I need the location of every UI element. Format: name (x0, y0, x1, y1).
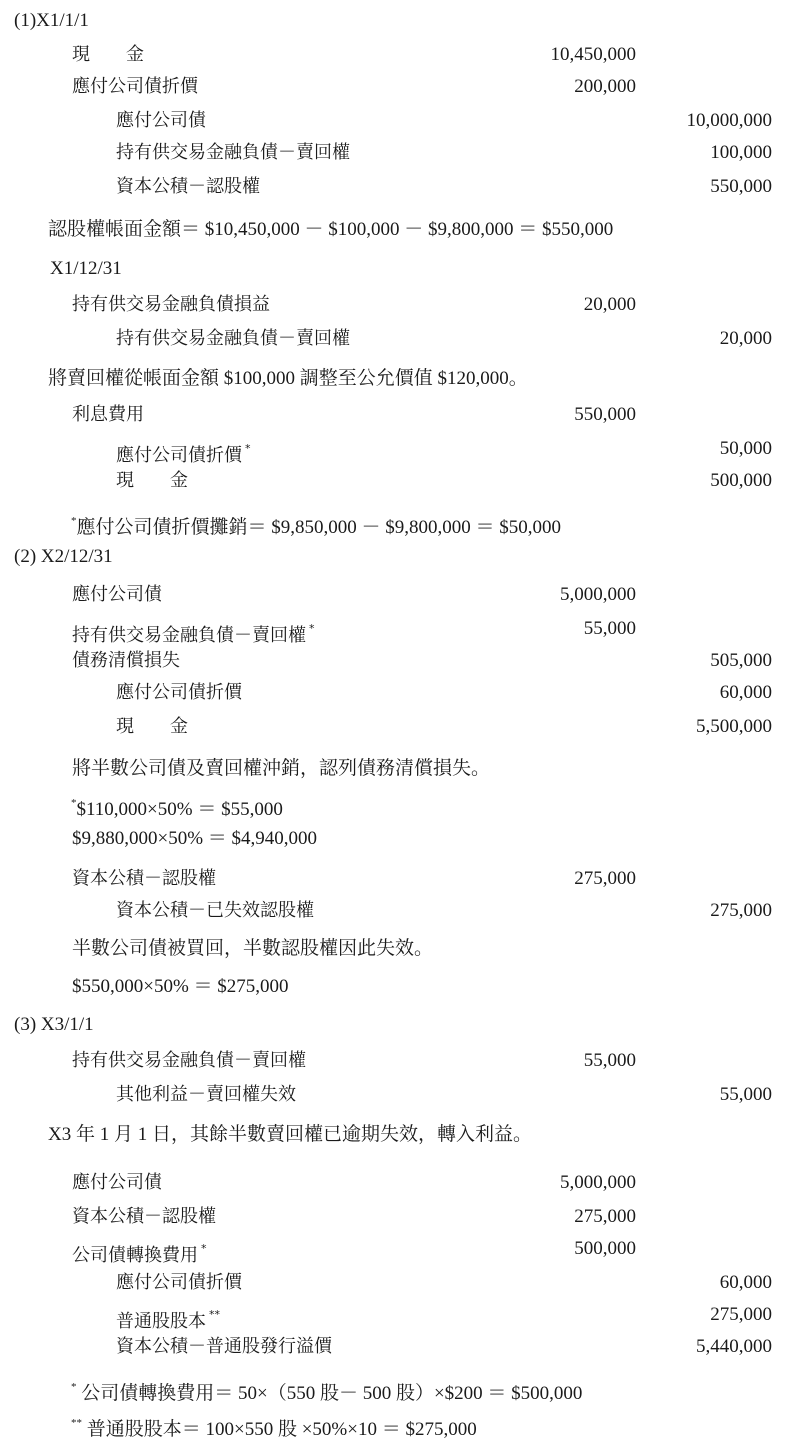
footnote-mark: ** (71, 1417, 82, 1429)
account-capital-surplus-warrants: 資本公積－認股權 (72, 1206, 216, 1227)
account-capital-surplus-warrants: 資本公積－認股權 (72, 868, 216, 889)
credit-amount: 5,440,000 (696, 1336, 772, 1357)
footnote-mark: * (309, 622, 315, 635)
credit-amount: 20,000 (719, 328, 772, 349)
account-bonds-payable: 應付公司債 (72, 1172, 162, 1193)
account-loss-on-extinguishment: 債務清償損失 (72, 650, 180, 671)
debit-amount: 200,000 (574, 76, 636, 97)
footnote-discount-amortization: *應付公司債折價攤銷＝ $9,850,000 － $9,800,000 ＝ $50,000 (71, 515, 562, 538)
footnote-conversion-expense: * 公司債轉換費用＝ 50×（550 股－ 500 股）×$200 ＝ $500,000 (71, 1381, 583, 1404)
note-warrant-carrying-amount: 認股權帳面金額＝ $10,450,000 － $100,000 － $9,800,000 ＝ $550,000 (48, 219, 614, 240)
account-put-option-liability: 持有供交易金融負債－賣回權 (116, 328, 350, 349)
account-conversion-expense: 公司債轉換費用 * (72, 1242, 207, 1266)
footnote-mark: * (201, 1242, 207, 1255)
footnote-common-stock: ** 普通股股本＝ 100×550 股 ×50%×10 ＝ $275,000 (71, 1417, 477, 1440)
note-warrants-expired: 半數公司債被買回，半數認股權因此失效。 (72, 938, 434, 959)
credit-amount: 50,000 (719, 438, 772, 459)
footnote-mark: * (71, 515, 77, 527)
footnote-put-half: *$110,000×50% ＝ $55,000 (71, 797, 283, 820)
credit-amount: 55,000 (719, 1084, 772, 1105)
account-common-stock: 普通股股本 ** (116, 1308, 220, 1332)
note-put-expired: X3 年 1 月 1 日，其餘半數賣回權已逾期失效，轉入利益。 (48, 1124, 532, 1145)
footnote-mark: * (71, 1381, 77, 1393)
debit-amount: 5,000,000 (560, 584, 636, 605)
account-put-option-liability: 持有供交易金融負債－賣回權 (116, 142, 350, 163)
account-bond-discount: 應付公司債折價 (72, 76, 198, 97)
credit-amount: 10,000,000 (686, 110, 772, 131)
debit-amount: 275,000 (574, 868, 636, 889)
account-other-gain-put-expired: 其他利益－賣回權失效 (116, 1084, 296, 1105)
note-write-off: 將半數公司債及賣回權沖銷，認列債務清償損失。 (72, 758, 491, 779)
credit-amount: 500,000 (710, 470, 772, 491)
note-warrant-half: $550,000×50% ＝ $275,000 (72, 976, 289, 997)
account-interest-expense: 利息費用 (72, 404, 144, 425)
account-bonds-payable: 應付公司債 (72, 584, 162, 605)
credit-amount: 275,000 (710, 900, 772, 921)
credit-amount: 60,000 (719, 1272, 772, 1293)
credit-amount: 275,000 (710, 1304, 772, 1325)
account-fvtpl-gain-loss: 持有供交易金融負債損益 (72, 294, 270, 315)
account-bond-discount: 應付公司債折價 (116, 1272, 242, 1293)
note-fair-value-adjustment: 將賣回權從帳面金額 $100,000 調整至公允價值 $120,000。 (48, 368, 528, 389)
debit-amount: 10,450,000 (550, 44, 636, 65)
date-header: X1/12/31 (50, 258, 122, 279)
debit-amount: 20,000 (583, 294, 636, 315)
section-3-header: (3) X3/1/1 (14, 1014, 94, 1035)
credit-amount: 5,500,000 (696, 716, 772, 737)
account-cash: 現 金 (116, 470, 188, 491)
footnote-mark: * (71, 797, 77, 809)
account-cash: 現 金 (116, 716, 188, 737)
account-capital-surplus-expired-warrants: 資本公積－已失效認股權 (116, 900, 314, 921)
account-bond-discount: 應付公司債折價 * (116, 442, 251, 466)
account-cash: 現 金 (72, 44, 144, 65)
note-carrying-half: $9,880,000×50% ＝ $4,940,000 (72, 828, 318, 849)
debit-amount: 275,000 (574, 1206, 636, 1227)
section-1-header: (1)X1/1/1 (14, 10, 89, 31)
footnote-mark: ** (209, 1308, 220, 1321)
debit-amount: 550,000 (574, 404, 636, 425)
credit-amount: 550,000 (710, 176, 772, 197)
debit-amount: 5,000,000 (560, 1172, 636, 1193)
account-capital-surplus-warrants: 資本公積－認股權 (116, 176, 260, 197)
account-bond-discount: 應付公司債折價 (116, 682, 242, 703)
credit-amount: 60,000 (719, 682, 772, 703)
account-share-premium: 資本公積－普通股發行溢價 (116, 1336, 332, 1357)
debit-amount: 500,000 (574, 1238, 636, 1259)
debit-amount: 55,000 (583, 1050, 636, 1071)
footnote-mark: * (245, 442, 251, 455)
debit-amount: 55,000 (583, 618, 636, 639)
account-put-option-liability: 持有供交易金融負債－賣回權 (72, 1050, 306, 1071)
credit-amount: 505,000 (710, 650, 772, 671)
account-put-option-liability: 持有供交易金融負債－賣回權 * (72, 622, 315, 646)
section-2-header: (2) X2/12/31 (14, 546, 113, 567)
account-bonds-payable: 應付公司債 (116, 110, 206, 131)
credit-amount: 100,000 (710, 142, 772, 163)
